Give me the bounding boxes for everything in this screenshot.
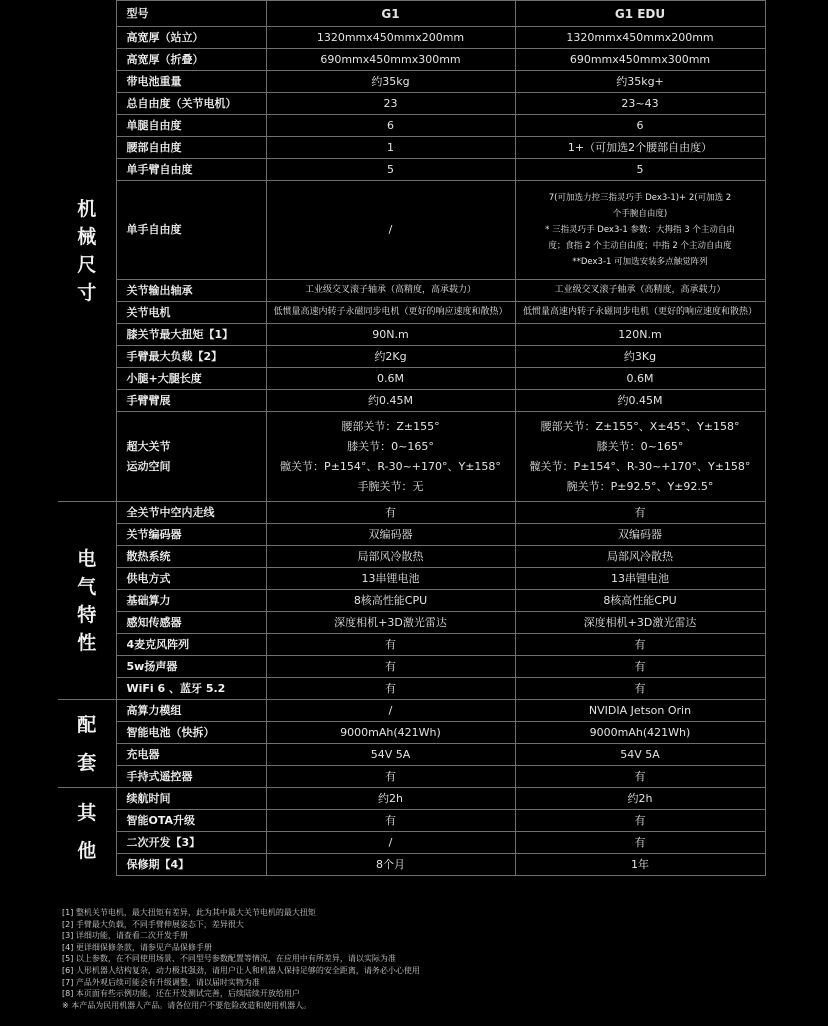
footnote: [3] 详细功能，请查看二次开发手册 — [62, 931, 188, 941]
header-label: 型号 — [116, 1, 266, 27]
g1-value: / — [266, 700, 515, 722]
table-row — [58, 590, 765, 612]
row-label: 腰部自由度 — [116, 137, 266, 159]
g1-value: 13串锂电池 — [266, 568, 515, 590]
g1-value: 23 — [266, 93, 515, 115]
g1-value: 工业级交叉滚子轴承（高精度，高承载力） — [266, 280, 515, 302]
g1-value: 约2Kg — [266, 346, 515, 368]
edu-text-line: 7(可加选力控三指灵巧手 Dex3-1)+ 2(可加选 2 — [548, 193, 732, 203]
table-row — [58, 115, 765, 137]
table-row — [58, 524, 765, 546]
g1-text-line: 手腕关节：无 — [357, 479, 424, 493]
g1-text-line: 膝关节：0~165° — [347, 439, 434, 453]
row-label: 高宽厚（站立） — [116, 27, 266, 49]
g1-text-line: 腰部关节：Z±155° — [341, 419, 440, 433]
footnote: [7] 产品外观后续可能会有升级调整，请以届时实物为准 — [62, 977, 260, 987]
g1-value: 90N.m — [266, 324, 515, 346]
g1-value: 9000mAh(421Wh) — [266, 722, 515, 744]
g1-value: 约35kg — [266, 71, 515, 93]
edu-value: NVIDIA Jetson Orin — [515, 700, 765, 722]
g1-value: / — [266, 181, 515, 280]
table-row — [58, 302, 765, 324]
edu-value: 1320mmx450mmx200mm — [515, 27, 765, 49]
category-mechanical — [58, 1, 116, 502]
category-other — [58, 788, 116, 876]
table-row — [58, 159, 765, 181]
g1-value: 双编码器 — [266, 524, 515, 546]
row-label: 散热系统 — [116, 546, 266, 568]
edu-value: 有 — [515, 832, 765, 854]
table-row — [58, 502, 765, 524]
g1-value: 1320mmx450mmx200mm — [266, 27, 515, 49]
table-row — [58, 678, 765, 700]
g1-value: 690mmx450mmx300mm — [266, 49, 515, 71]
table-row — [58, 324, 765, 346]
row-label — [116, 412, 266, 502]
g1-value: 约0.45M — [266, 390, 515, 412]
g1-value: 深度相机+3D激光雷达 — [266, 612, 515, 634]
g1-value: 有 — [266, 502, 515, 524]
table-row — [58, 854, 765, 876]
header-row — [58, 1, 765, 27]
footnote: ※ 本产品为民用机器人产品。请各位用户不要危险改造和使用机器人。 — [62, 1000, 312, 1010]
row-label: 手臂最大负载【2】 — [116, 346, 266, 368]
row-label: 高宽厚（折叠） — [116, 49, 266, 71]
table-row — [58, 634, 765, 656]
row-label: 4麦克风阵列 — [116, 634, 266, 656]
row-label: 单手自由度 — [116, 181, 266, 280]
edu-value: 约2h — [515, 788, 765, 810]
row-label: 高算力模组 — [116, 700, 266, 722]
row-label: 5w扬声器 — [116, 656, 266, 678]
g1-value: 1 — [266, 137, 515, 159]
edu-value: 有 — [515, 656, 765, 678]
table-row — [58, 27, 765, 49]
row-label: 单腿自由度 — [116, 115, 266, 137]
edu-value: 13串锂电池 — [515, 568, 765, 590]
edu-text-line: 个手腕自由度) — [612, 209, 668, 219]
table-row — [58, 832, 765, 854]
category-electrical — [58, 502, 116, 700]
table-row — [58, 181, 765, 280]
row-label: 单手臂自由度 — [116, 159, 266, 181]
table-row — [58, 810, 765, 832]
g1-value: 局部风冷散热 — [266, 546, 515, 568]
edu-range-of-motion — [515, 412, 765, 502]
table-row — [58, 656, 765, 678]
g1-value: / — [266, 832, 515, 854]
row-label: 手臂臂展 — [116, 390, 266, 412]
table-row — [58, 546, 765, 568]
table-row — [58, 368, 765, 390]
row-label-line: 超大关节 — [126, 439, 171, 453]
category-mechanical-label: 机械尺寸 — [77, 197, 97, 304]
table-row — [58, 788, 765, 810]
table-row — [58, 612, 765, 634]
row-label: 基础算力 — [116, 590, 266, 612]
edu-value: 690mmx450mmx300mm — [515, 49, 765, 71]
edu-value: 深度相机+3D激光雷达 — [515, 612, 765, 634]
footnotes — [62, 907, 822, 1011]
table-row — [58, 722, 765, 744]
edu-value: 120N.m — [515, 324, 765, 346]
row-label: 充电器 — [116, 744, 266, 766]
row-label: 小腿+大腿长度 — [116, 368, 266, 390]
row-label: 关节编码器 — [116, 524, 266, 546]
edu-value: 5 — [515, 159, 765, 181]
edu-value: 8核高性能CPU — [515, 590, 765, 612]
table-row — [58, 280, 765, 302]
row-label-line: 运动空间 — [126, 459, 171, 473]
g1-value: 5 — [266, 159, 515, 181]
row-label: 感知传感器 — [116, 612, 266, 634]
g1-value: 6 — [266, 115, 515, 137]
row-label: 二次开发【3】 — [116, 832, 266, 854]
edu-value: 双编码器 — [515, 524, 765, 546]
g1-value: 低惯量高速内转子永磁同步电机（更好的响应速度和散热） — [266, 302, 515, 324]
category-accessories-label: 配套 — [77, 713, 97, 774]
table-row — [58, 49, 765, 71]
edu-value: 9000mAh(421Wh) — [515, 722, 765, 744]
g1-value: 8个月 — [266, 854, 515, 876]
edu-text-line: 腰部关节：Z±155°、X±45°、Y±158° — [540, 419, 740, 433]
edu-value: 局部风冷散热 — [515, 546, 765, 568]
table-row — [58, 137, 765, 159]
row-label: 手持式遥控器 — [116, 766, 266, 788]
edu-value: 工业级交叉滚子轴承（高精度，高承载力） — [515, 280, 765, 302]
table-row — [58, 744, 765, 766]
row-label: 保修期【4】 — [116, 854, 266, 876]
row-label: 膝关节最大扭矩【1】 — [116, 324, 266, 346]
edu-text-line: 腕关节：P±92.5°、Y±92.5° — [566, 479, 714, 493]
edu-text-line: 髋关节：P±154°、R-30~+170°、Y±158° — [529, 459, 751, 473]
table-row — [58, 346, 765, 368]
table-row — [58, 700, 765, 722]
edu-value: 有 — [515, 502, 765, 524]
edu-value: 有 — [515, 766, 765, 788]
edu-value: 54V 5A — [515, 744, 765, 766]
row-label: 智能OTA升级 — [116, 810, 266, 832]
header-g1-edu: G1 EDU — [515, 1, 765, 27]
header-g1: G1 — [266, 1, 515, 27]
edu-text-line: 膝关节：0~165° — [596, 439, 684, 453]
edu-text-line: 度；食指 2 个主动自由度；中指 2 个主动自由度 — [548, 241, 732, 251]
table-row — [58, 71, 765, 93]
edu-value: 有 — [515, 810, 765, 832]
category-other-label: 其他 — [77, 801, 97, 862]
edu-single-hand-dof — [515, 181, 765, 280]
edu-value: 23~43 — [515, 93, 765, 115]
g1-value: 有 — [266, 634, 515, 656]
g1-value: 有 — [266, 810, 515, 832]
edu-value: 有 — [515, 678, 765, 700]
edu-value: 低惯量高速内转子永磁同步电机（更好的响应速度和散热） — [515, 302, 765, 324]
g1-value: 有 — [266, 766, 515, 788]
row-label: 智能电池（快拆） — [116, 722, 266, 744]
spec-table — [58, 0, 766, 876]
edu-value: 约35kg+ — [515, 71, 765, 93]
footnote: [6] 人形机器人结构复杂，动力极其强劲，请用户让人和机器人保持足够的安全距离，请务必小心使用 — [62, 965, 420, 975]
edu-value: 1+（可加选2个腰部自由度） — [515, 137, 765, 159]
edu-value: 0.6M — [515, 368, 765, 390]
edu-text-line: **Dex3-1 可加选安装多点触觉阵列 — [572, 257, 708, 267]
row-label: 关节输出轴承 — [116, 280, 266, 302]
g1-value: 8核高性能CPU — [266, 590, 515, 612]
edu-value: 1年 — [515, 854, 765, 876]
g1-value: 0.6M — [266, 368, 515, 390]
g1-text-line: 髋关节：P±154°、R-30~+170°、Y±158° — [280, 459, 501, 473]
row-label: 带电池重量 — [116, 71, 266, 93]
g1-value: 约2h — [266, 788, 515, 810]
row-label: 供电方式 — [116, 568, 266, 590]
row-label: 续航时间 — [116, 788, 266, 810]
g1-value: 54V 5A — [266, 744, 515, 766]
table-row — [58, 568, 765, 590]
g1-range-of-motion — [266, 412, 515, 502]
edu-text-line: * 三指灵巧手 Dex3-1 参数：大拇指 3 个主动自由 — [545, 225, 735, 235]
g1-value: 有 — [266, 678, 515, 700]
footnote: [8] 本页面有些示例功能，还在开发测试完善，后续陆续开放给用户 — [62, 989, 300, 999]
edu-value: 约3Kg — [515, 346, 765, 368]
g1-value: 有 — [266, 656, 515, 678]
footnote: [2] 手臂最大负载，不同手臂伸展姿态下，差异很大 — [62, 919, 244, 929]
table-row — [58, 766, 765, 788]
category-electrical-label: 电气特性 — [77, 547, 97, 654]
edu-value: 6 — [515, 115, 765, 137]
edu-value: 约0.45M — [515, 390, 765, 412]
table-row — [58, 412, 765, 502]
row-label: 全关节中空内走线 — [116, 502, 266, 524]
table-row — [58, 93, 765, 115]
row-label: 关节电机 — [116, 302, 266, 324]
footnote: [5] 以上参数，在不同使用场景、不同型号参数配置等情况，在应用中有所差异，请以实际为准 — [62, 954, 396, 964]
row-label: WiFi 6 、蓝牙 5.2 — [116, 678, 266, 700]
table-row — [58, 390, 765, 412]
category-accessories — [58, 700, 116, 788]
footnote: [4] 更详细保修条款，请参见产品保修手册 — [62, 942, 212, 952]
edu-value: 有 — [515, 634, 765, 656]
row-label: 总自由度（关节电机） — [116, 93, 266, 115]
footnote: [1] 整机关节电机，最大扭矩有差异，此为其中最大关节电机的最大扭矩 — [62, 908, 316, 917]
